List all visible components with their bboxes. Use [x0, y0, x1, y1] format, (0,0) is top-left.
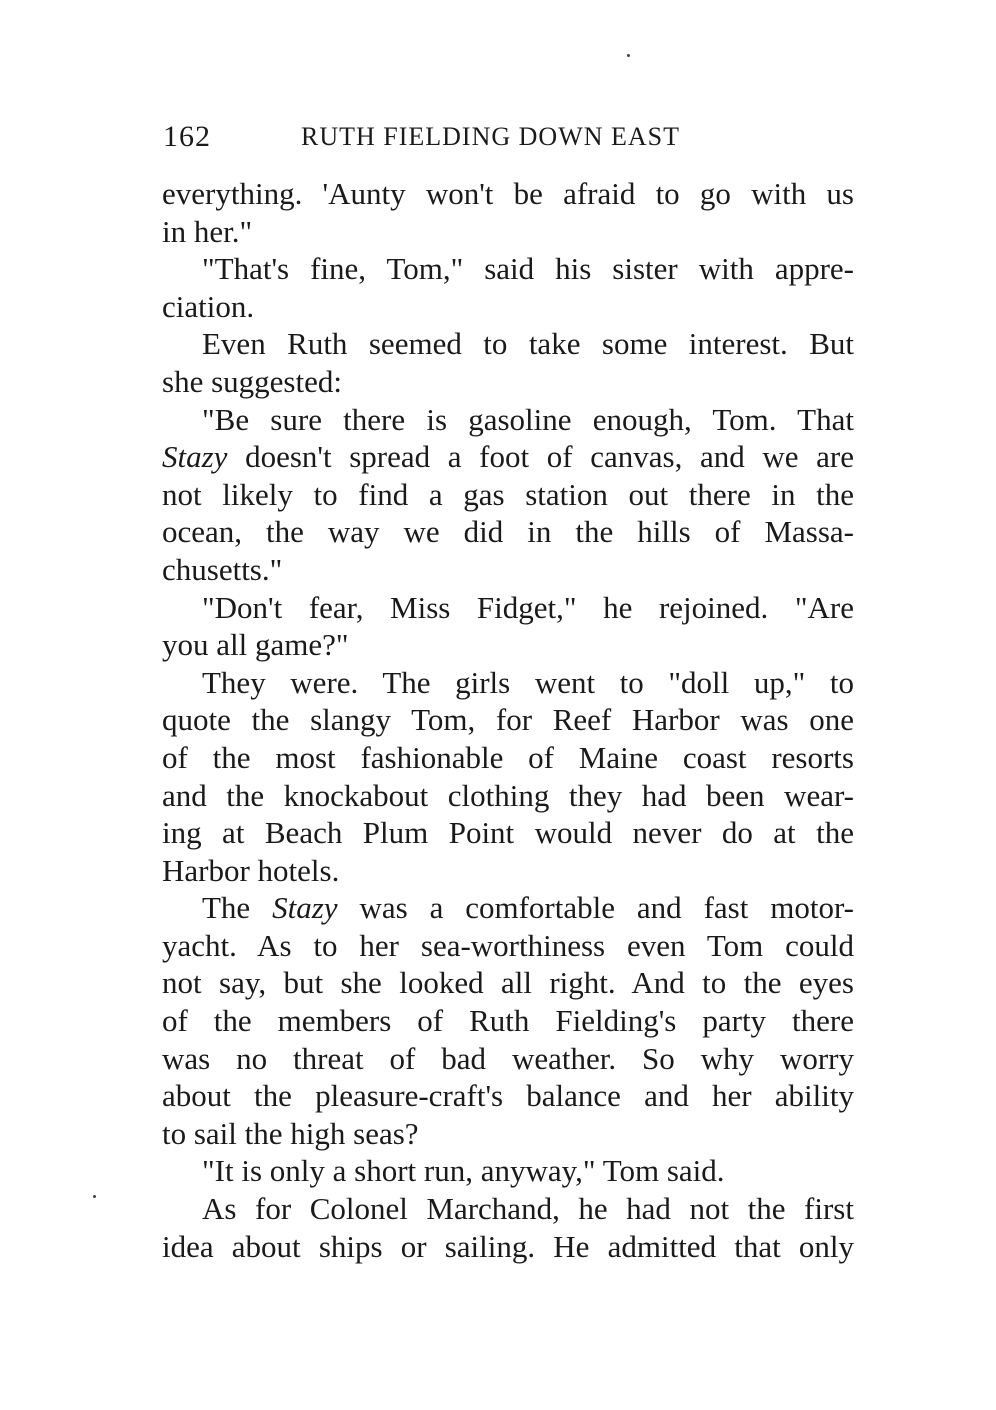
- text-line: to sail the high seas?: [162, 1115, 419, 1151]
- text-line: As for Colonel Marchand, he had not the first: [202, 1191, 854, 1227]
- text-segment: The: [202, 890, 273, 926]
- text-segment: was a comfortable and fast motor-: [337, 890, 854, 926]
- text-line: Even Ruth seemed to take some interest. But: [202, 326, 854, 362]
- text-line: in her.": [162, 213, 253, 249]
- text-line: [162, 889, 854, 927]
- running-title: RUTH FIELDING DOWN EAST: [301, 122, 681, 151]
- text-line: was no threat of bad weather. So why worry: [162, 1040, 854, 1076]
- text-line: she suggested:: [162, 363, 342, 399]
- text-line: about the pleasure-craft's balance and her ability: [162, 1078, 854, 1114]
- text-line: of the most fashionable of Maine coast resorts: [162, 739, 854, 775]
- text-line: of the members of Ruth Fielding's party there: [162, 1003, 854, 1039]
- text-segment: doesn't spread a foot of canvas, and we are: [227, 439, 854, 475]
- text-line: "That's fine, Tom," said his sister with appre-: [202, 251, 854, 287]
- text-line: ciation.: [162, 288, 255, 324]
- page-number: 162: [163, 120, 211, 153]
- text-line: quote the slangy Tom, for Reef Harbor was one: [162, 702, 854, 738]
- boat-name: Stazy: [272, 890, 338, 926]
- scan-speck: [93, 1195, 96, 1198]
- text-line: not say, but she looked all right. And to the eyes: [162, 965, 854, 1001]
- text-line: and the knockabout clothing they had been wear-: [162, 777, 854, 813]
- text-line: not likely to find a gas station out there in the: [162, 476, 854, 512]
- text-line: chusetts.": [162, 551, 283, 587]
- text-line: ocean, the way we did in the hills of Massa-: [162, 514, 854, 550]
- body-text: [162, 175, 854, 1265]
- text-line: ing at Beach Plum Point would never do at the: [162, 815, 854, 851]
- text-line: yacht. As to her sea-worthiness even Tom could: [162, 927, 854, 963]
- page-header: [163, 120, 853, 160]
- text-line: Harbor hotels.: [162, 852, 340, 888]
- text-line: They were. The girls went to "doll up," to: [202, 664, 854, 700]
- boat-name: Stazy: [162, 439, 228, 475]
- text-line: you all game?": [162, 627, 349, 663]
- text-line: "Be sure there is gasoline enough, Tom. That: [202, 401, 854, 437]
- text-line: "Don't fear, Miss Fidget," he rejoined. "Are: [202, 589, 854, 625]
- text-line: "It is only a short run, anyway," Tom said.: [202, 1153, 725, 1189]
- scan-speck: [627, 54, 630, 57]
- text-line: [162, 438, 854, 476]
- text-line: idea about ships or sailing. He admitted that only: [162, 1228, 854, 1264]
- text-line: everything. 'Aunty won't be afraid to go with us: [162, 176, 854, 211]
